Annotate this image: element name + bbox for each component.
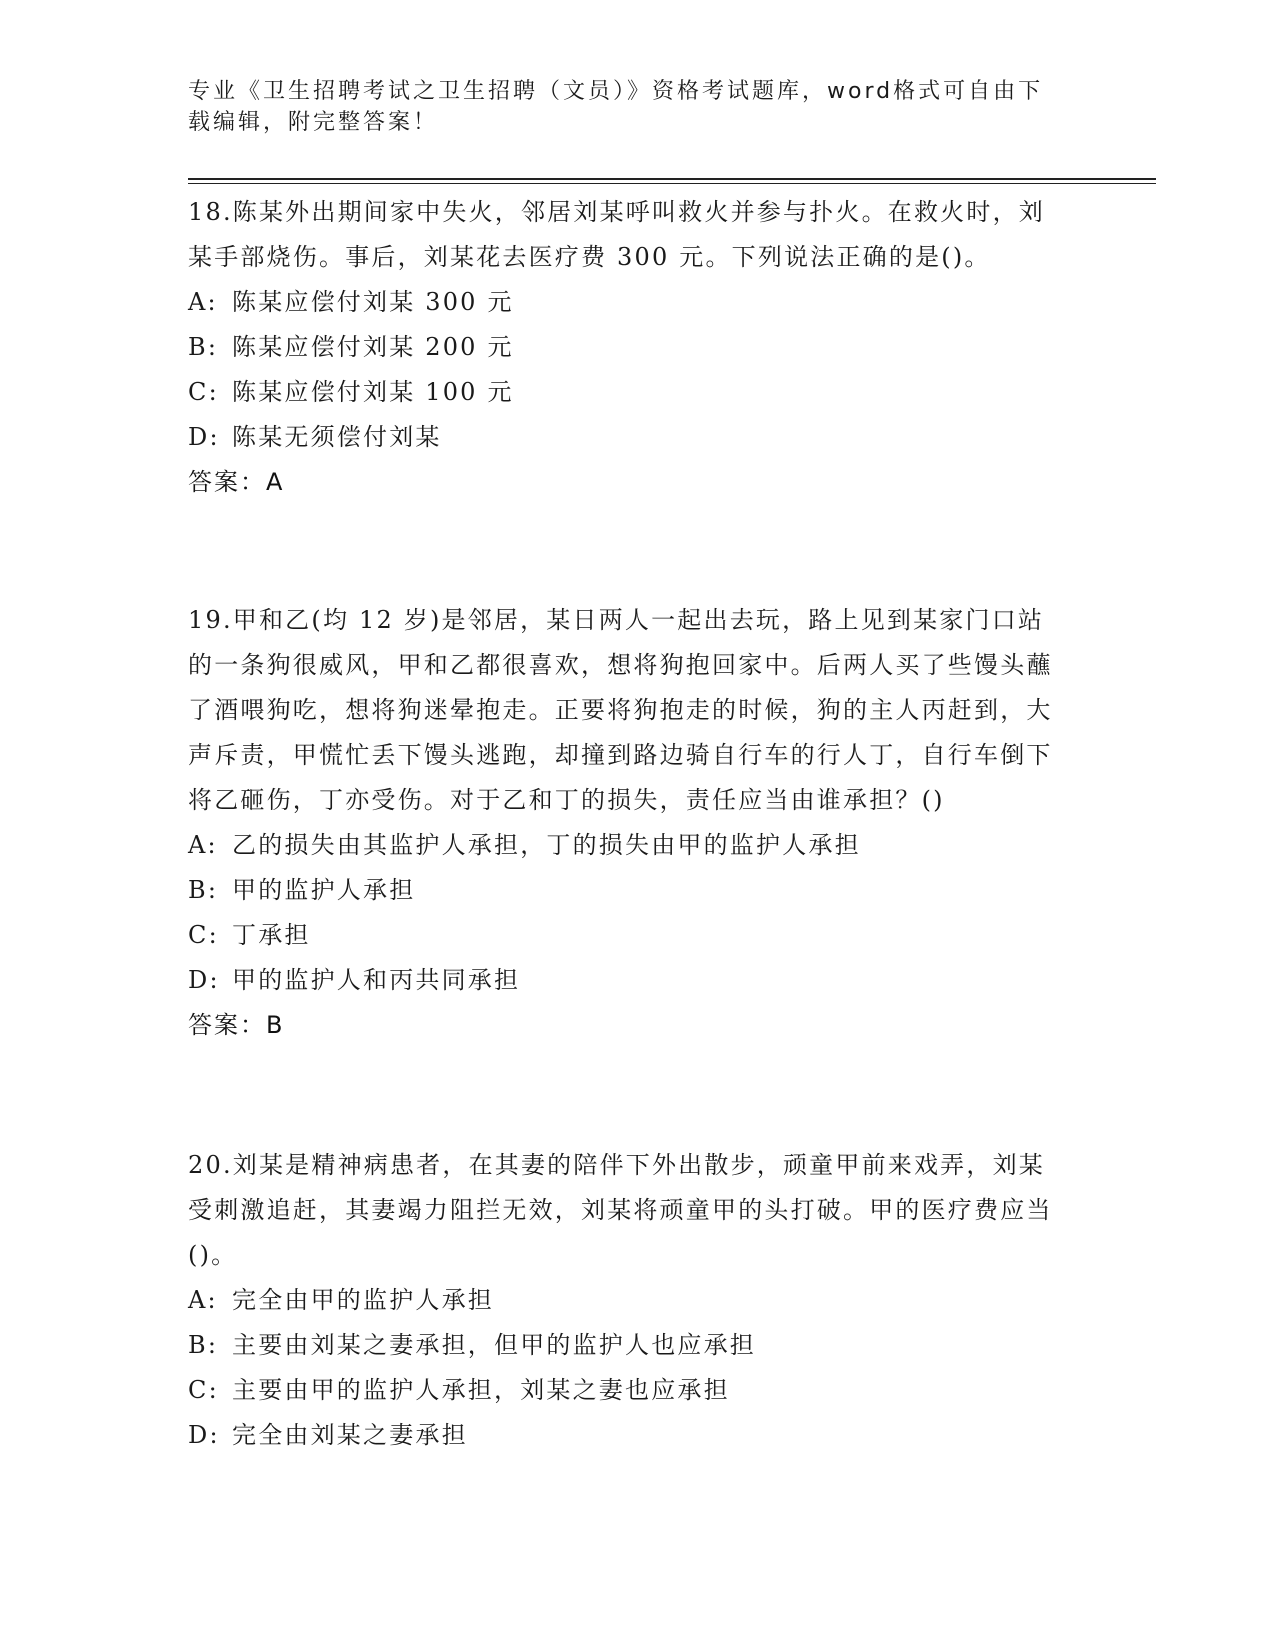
option-text: 甲的监护人承担 bbox=[232, 876, 416, 904]
question-text bbox=[188, 1143, 1068, 1278]
question-text bbox=[188, 598, 1068, 823]
option-key: A: bbox=[188, 831, 218, 859]
option-key: C: bbox=[188, 1376, 219, 1404]
option-d bbox=[188, 1413, 1068, 1458]
question-18 bbox=[188, 190, 1068, 505]
option-a bbox=[188, 280, 1068, 325]
option-key: C: bbox=[188, 921, 219, 949]
option-text: 陈某应偿付刘某 200 元 bbox=[232, 333, 514, 361]
question-number: 20. bbox=[188, 1151, 233, 1179]
option-key: B: bbox=[188, 333, 219, 361]
option-key: A: bbox=[188, 1286, 218, 1314]
option-d bbox=[188, 958, 1068, 1003]
option-text: 乙的损失由其监护人承担，丁的损失由甲的监护人承担 bbox=[232, 831, 861, 859]
option-text: 陈某无须偿付刘某 bbox=[232, 423, 442, 451]
option-text: 完全由刘某之妻承担 bbox=[232, 1421, 468, 1449]
option-a bbox=[188, 823, 1068, 868]
option-key: D: bbox=[188, 1421, 220, 1449]
option-text: 主要由刘某之妻承担，但甲的监护人也应承担 bbox=[232, 1331, 756, 1359]
header-rule-thick bbox=[188, 178, 1156, 180]
option-text: 陈某应偿付刘某 300 元 bbox=[232, 288, 514, 316]
option-key: B: bbox=[188, 1331, 219, 1359]
option-text: 丁承担 bbox=[232, 921, 311, 949]
option-c bbox=[188, 913, 1068, 958]
option-key: D: bbox=[188, 966, 220, 994]
option-d bbox=[188, 415, 1068, 460]
option-text: 完全由甲的监护人承担 bbox=[232, 1286, 494, 1314]
question-number: 18. bbox=[188, 198, 233, 226]
option-key: A: bbox=[188, 288, 218, 316]
option-c bbox=[188, 1368, 1068, 1413]
question-body: 刘某是精神病患者，在其妻的陪伴下外出散步，顽童甲前来戏弄，刘某受刺激追赶，其妻竭力阻拦无效，刘某将顽童甲的头打破。甲的医疗费应当()。 bbox=[188, 1151, 1053, 1269]
header-rule-thin bbox=[188, 183, 1156, 184]
option-b bbox=[188, 1323, 1068, 1368]
page-header: 专业《卫生招聘考试之卫生招聘（文员）》资格考试题库，word格式可自由下载编辑，附完整答案！ bbox=[188, 79, 1044, 135]
question-20 bbox=[188, 1143, 1068, 1458]
option-text: 甲的监护人和丙共同承担 bbox=[232, 966, 521, 994]
question-text bbox=[188, 190, 1068, 280]
option-b bbox=[188, 325, 1068, 370]
option-text: 主要由甲的监护人承担，刘某之妻也应承担 bbox=[232, 1376, 730, 1404]
option-c bbox=[188, 370, 1068, 415]
option-key: C: bbox=[188, 378, 219, 406]
option-b bbox=[188, 868, 1068, 913]
option-key: B: bbox=[188, 876, 219, 904]
option-key: D: bbox=[188, 423, 220, 451]
answer-line: 答案：A bbox=[188, 468, 285, 496]
question-body: 甲和乙(均 12 岁)是邻居，某日两人一起出去玩，路上见到某家门口站的一条狗很威风，甲和乙都很喜欢，想将狗抱回家中。后两人买了些馒头蘸了酒喂狗吃，想将狗迷晕抱走。正要将狗抱走的时候，狗的主人丙赶到，大声斥责，甲慌忙丢下馒头逃跑，却撞到路边骑自行车的行人丁，自行车倒下将乙砸伤，丁亦受伤。对于乙和丁的损失，责任应当由谁承担？() bbox=[188, 606, 1053, 814]
option-a bbox=[188, 1278, 1068, 1323]
question-19 bbox=[188, 598, 1068, 1048]
option-text: 陈某应偿付刘某 100 元 bbox=[232, 378, 514, 406]
question-body: 陈某外出期间家中失火，邻居刘某呼叫救火并参与扑火。在救火时，刘某手部烧伤。事后，刘某花去医疗费 300 元。下列说法正确的是()。 bbox=[188, 198, 1045, 271]
question-number: 19. bbox=[188, 606, 233, 634]
answer-line: 答案：B bbox=[188, 1011, 285, 1039]
